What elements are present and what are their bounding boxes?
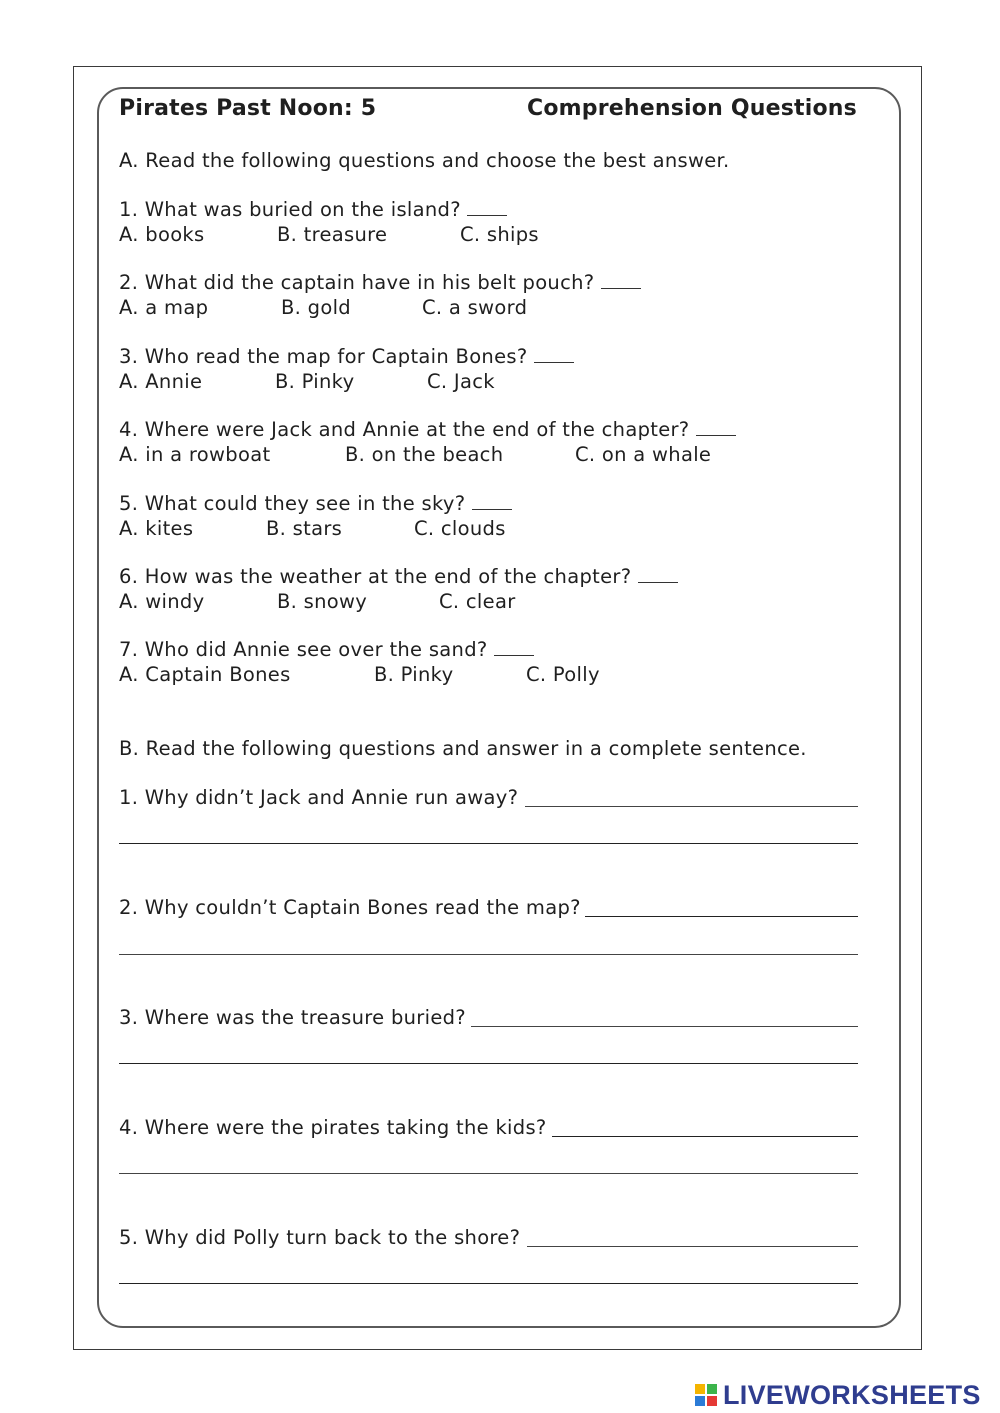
option: B. Pinky (374, 663, 454, 686)
answer-blank[interactable] (696, 434, 736, 436)
question-a7 (119, 638, 534, 661)
question-b1: 1. Why didn’t Jack and Annie run away? (119, 786, 519, 809)
answer-line[interactable] (552, 1136, 858, 1137)
answer-blank[interactable] (494, 654, 534, 656)
answer-line[interactable] (585, 916, 858, 917)
worksheet-subtitle: Comprehension Questions (527, 96, 857, 121)
option: C. Jack (427, 370, 495, 393)
option: B. on the beach (345, 443, 504, 466)
option: C. ships (460, 223, 539, 246)
answer-blank[interactable] (534, 361, 574, 363)
option: A. in a rowboat (119, 443, 271, 466)
answer-line[interactable] (471, 1026, 858, 1027)
option: C. Polly (526, 663, 600, 686)
section-a-instruction: A. Read the following questions and choose the best answer. (119, 149, 730, 172)
option: A. windy (119, 590, 205, 613)
section-b-instruction: B. Read the following questions and answer in a complete sentence. (119, 737, 807, 760)
option: A. Captain Bones (119, 663, 291, 686)
question-a4 (119, 418, 736, 441)
option: C. a sword (422, 296, 528, 319)
question-a5 (119, 492, 512, 515)
answer-line[interactable] (119, 1173, 858, 1174)
question-text: 3. Who read the map for Captain Bones? (119, 345, 528, 368)
question-a1 (119, 198, 507, 221)
liveworksheets-watermark[interactable] (695, 1378, 981, 1412)
question-a3 (119, 345, 574, 368)
option: B. stars (266, 517, 343, 540)
option: A. kites (119, 517, 194, 540)
question-text: 5. What could they see in the sky? (119, 492, 466, 515)
option: A. a map (119, 296, 209, 319)
option: A. Annie (119, 370, 203, 393)
option: B. Pinky (275, 370, 355, 393)
answer-blank[interactable] (467, 214, 507, 216)
answer-blank[interactable] (601, 287, 641, 289)
answer-line[interactable] (119, 1063, 858, 1064)
answer-blank[interactable] (472, 508, 512, 510)
question-b3: 3. Where was the treasure buried? (119, 1006, 466, 1029)
option: B. snowy (277, 590, 368, 613)
answer-blank[interactable] (638, 581, 678, 583)
answer-line[interactable] (119, 843, 858, 844)
answer-line[interactable] (527, 1246, 858, 1247)
watermark-text: LIVEWORKSHEETS (723, 1379, 981, 1410)
answer-line[interactable] (119, 954, 858, 955)
option: B. treasure (277, 223, 388, 246)
option: C. on a whale (575, 443, 712, 466)
option: B. gold (281, 296, 351, 319)
answer-line[interactable] (525, 806, 858, 807)
question-a6 (119, 565, 678, 588)
question-text: 4. Where were Jack and Annie at the end of the chapter? (119, 418, 690, 441)
question-text: 7. Who did Annie see over the sand? (119, 638, 488, 661)
worksheet-title: Pirates Past Noon: 5 (119, 96, 377, 121)
question-a2 (119, 271, 641, 294)
option: C. clouds (414, 517, 506, 540)
question-b2: 2. Why couldn’t Captain Bones read the map? (119, 896, 581, 919)
question-b5: 5. Why did Polly turn back to the shore? (119, 1226, 521, 1249)
question-text: 2. What did the captain have in his belt pouch? (119, 271, 595, 294)
liveworksheets-logo-icon (695, 1384, 717, 1406)
answer-line[interactable] (119, 1283, 858, 1284)
question-b4: 4. Where were the pirates taking the kids? (119, 1116, 547, 1139)
question-text: 1. What was buried on the island? (119, 198, 461, 221)
option: A. books (119, 223, 205, 246)
question-text: 6. How was the weather at the end of the chapter? (119, 565, 632, 588)
option: C. clear (439, 590, 516, 613)
